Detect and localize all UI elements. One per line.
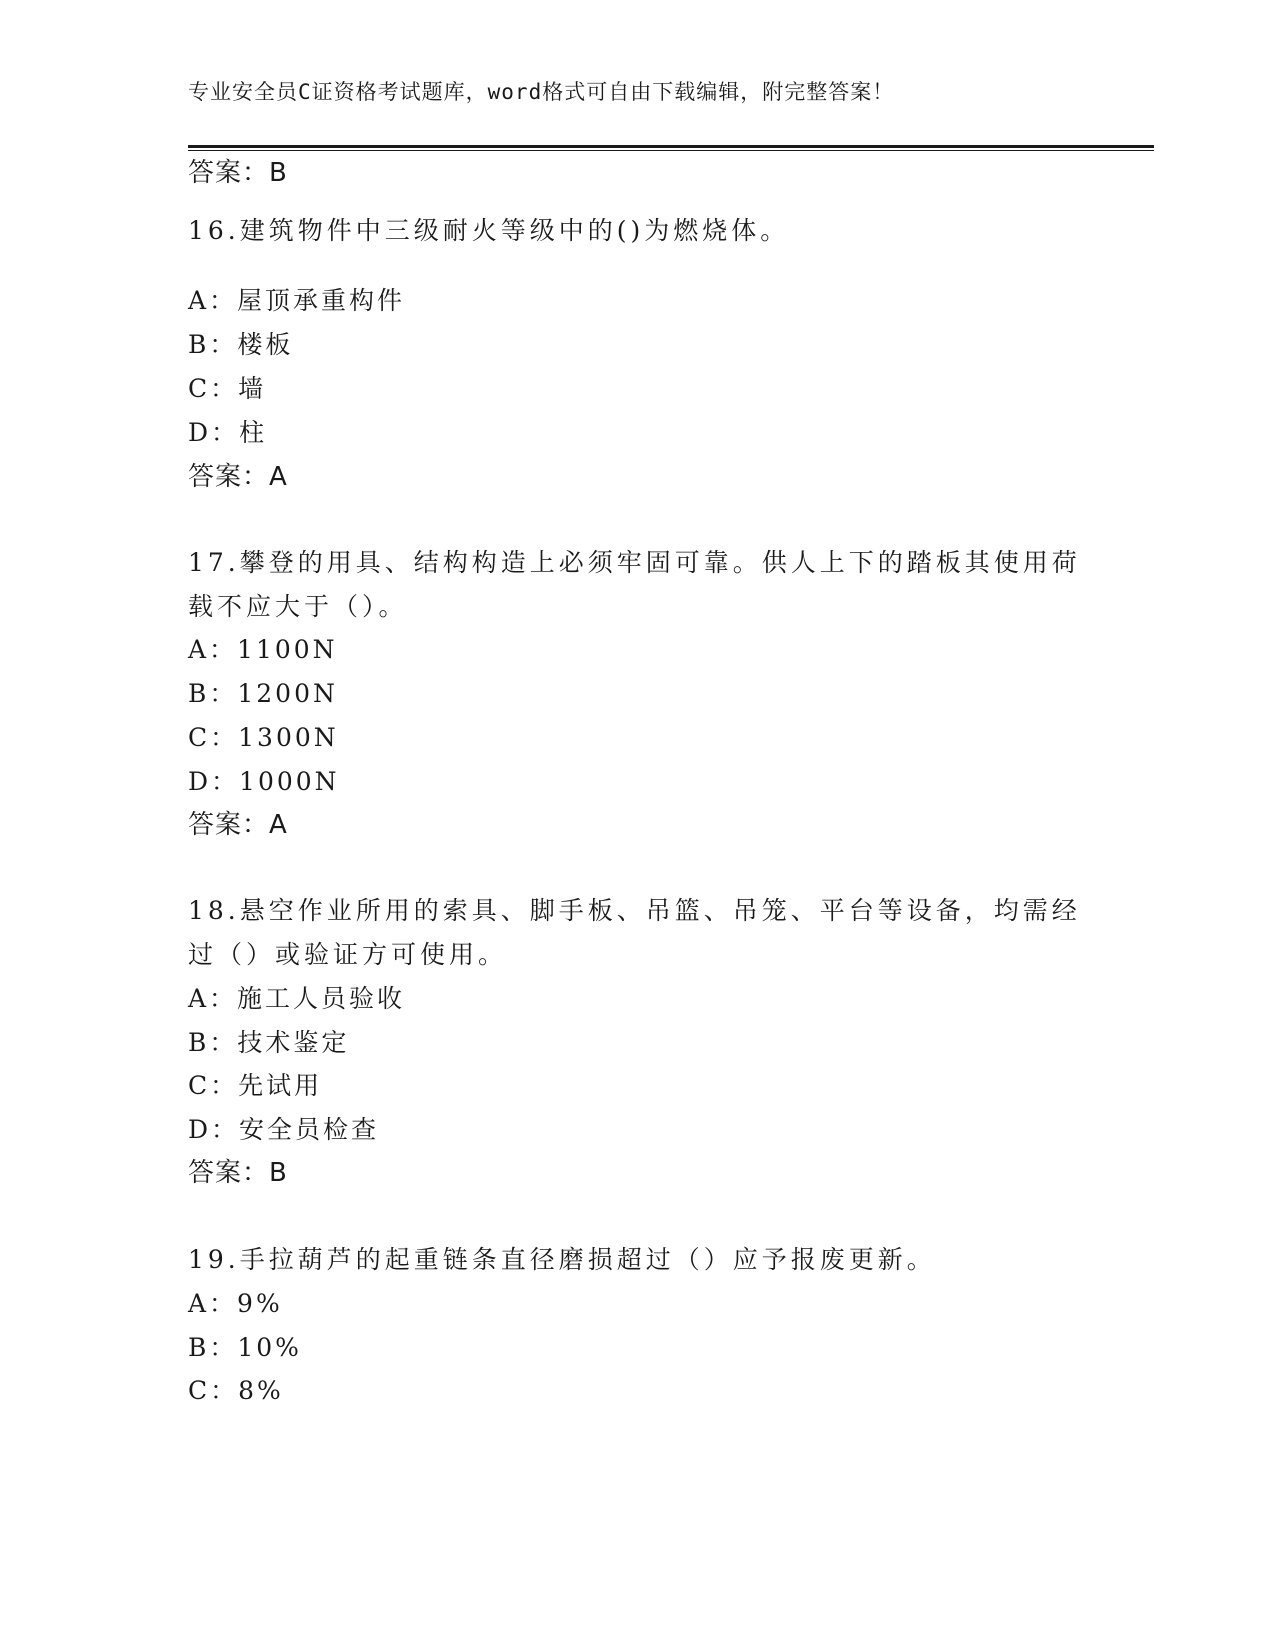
header-divider-thin bbox=[188, 150, 1154, 151]
question-16-option-a: A：屋顶承重构件 bbox=[188, 286, 406, 315]
question-19-option-b: B：10% bbox=[188, 1333, 302, 1362]
question-17-stem-line-1: 17.攀登的用具、结构构造上必须牢固可靠。供人上下的踏板其使用荷 bbox=[188, 548, 1081, 577]
question-17-option-c: C：1300N bbox=[188, 723, 339, 752]
question-17-stem-line-2: 载不应大于（）。 bbox=[188, 592, 408, 621]
header-divider bbox=[188, 145, 1154, 148]
question-18-stem-line-2: 过（）或验证方可使用。 bbox=[188, 940, 508, 969]
question-17-option-b: B：1200N bbox=[188, 679, 338, 708]
page-header: 专业安全员C证资格考试题库，word格式可自由下载编辑，附完整答案！ bbox=[188, 80, 895, 104]
question-18-option-d: D：安全员检查 bbox=[188, 1115, 380, 1144]
question-16-option-d: D：柱 bbox=[188, 418, 268, 447]
question-19-stem: 19.手拉葫芦的起重链条直径磨损超过（）应予报废更新。 bbox=[188, 1245, 936, 1274]
question-18-option-a: A：施工人员验收 bbox=[188, 984, 406, 1013]
question-16-stem: 16.建筑物件中三级耐火等级中的()为燃烧体。 bbox=[188, 216, 790, 245]
question-17-answer: 答案：A bbox=[188, 810, 288, 840]
question-18-answer: 答案：B bbox=[188, 1158, 288, 1188]
question-18-option-c: C：先试用 bbox=[188, 1071, 323, 1100]
question-19-option-c: C：8% bbox=[188, 1376, 284, 1405]
question-17-option-d: D：1000N bbox=[188, 767, 340, 796]
question-16-option-b: B：楼板 bbox=[188, 330, 294, 359]
question-18-stem-line-1: 18.悬空作业所用的索具、脚手板、吊篮、吊笼、平台等设备，均需经 bbox=[188, 896, 1081, 925]
question-17-option-a: A：1100N bbox=[188, 635, 338, 664]
previous-answer: 答案：B bbox=[188, 158, 288, 188]
question-18-option-b: B：技术鉴定 bbox=[188, 1028, 350, 1057]
question-16-answer: 答案：A bbox=[188, 462, 288, 492]
question-16-option-c: C：墙 bbox=[188, 374, 267, 403]
question-19-option-a: A：9% bbox=[188, 1289, 283, 1318]
